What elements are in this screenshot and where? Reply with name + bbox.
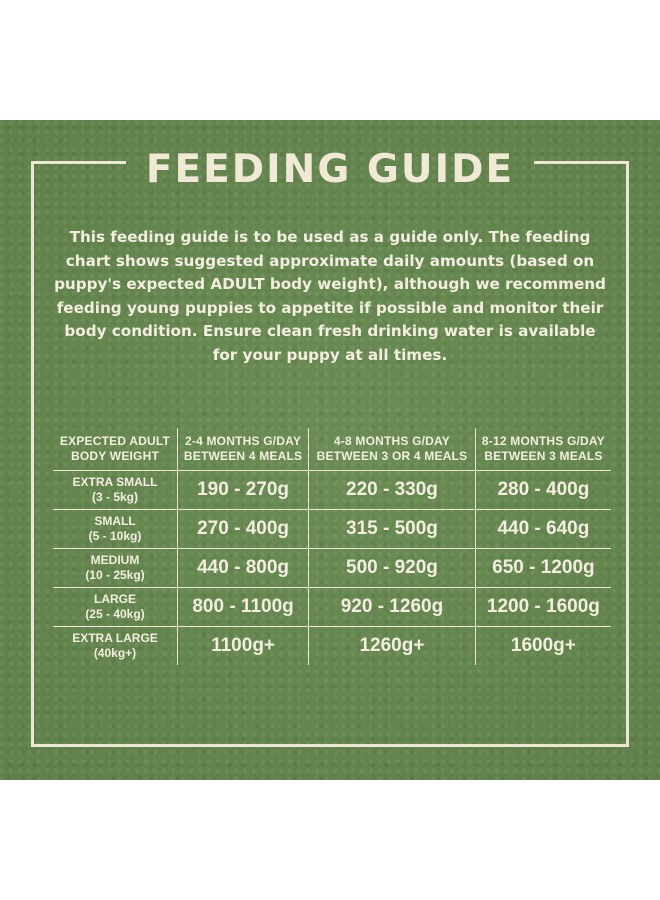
page-title: FEEDING GUIDE (145, 147, 515, 192)
header-2-4-months: 2-4 MONTHS G/DAY BETWEEN 4 MEALS (178, 428, 309, 471)
table-cell: 440 - 640g (475, 510, 611, 549)
row-label-extra-small: EXTRA SMALL (3 - 5kg) (53, 471, 178, 510)
table-header-row (53, 428, 611, 471)
header-4-8-months: 4-8 MONTHS G/DAY BETWEEN 3 OR 4 MEALS (309, 428, 476, 471)
frame-bottom (31, 744, 629, 747)
table-cell: 650 - 1200g (475, 549, 611, 588)
table-row (53, 471, 611, 510)
table-row (53, 627, 611, 666)
frame-right (626, 161, 629, 747)
row-label-large: LARGE (25 - 40kg) (53, 588, 178, 627)
table-cell: 270 - 400g (178, 510, 309, 549)
table-cell: 1200 - 1600g (475, 588, 611, 627)
table-cell: 1600g+ (475, 627, 611, 666)
intro-text: This feeding guide is to be used as a guide only. The feeding chart shows suggested approximate daily amounts (based on puppy's expected ADULT body weight), although we recommend feeding young puppies to appetite if possible and monitor their body condition. Ensure clean fresh drinking water is available for your puppy at all times. (54, 228, 606, 364)
table-row (53, 510, 611, 549)
feeding-guide-panel (0, 120, 660, 780)
header-body-weight: EXPECTED ADULT BODY WEIGHT (59, 434, 171, 463)
row-label-medium: MEDIUM (10 - 25kg) (53, 549, 178, 588)
table-cell: 280 - 400g (475, 471, 611, 510)
table-cell: 315 - 500g (309, 510, 476, 549)
table-cell: 500 - 920g (309, 549, 476, 588)
table-cell: 440 - 800g (178, 549, 309, 588)
table-row (53, 588, 611, 627)
table-cell: 1260g+ (309, 627, 476, 666)
header-8-12-months: 8-12 MONTHS G/DAY BETWEEN 3 MEALS (475, 428, 611, 471)
table-cell: 920 - 1260g (309, 588, 476, 627)
feeding-table (53, 428, 611, 665)
table-cell: 800 - 1100g (178, 588, 309, 627)
table-row (53, 549, 611, 588)
table-cell: 1100g+ (178, 627, 309, 666)
table-cell: 220 - 330g (309, 471, 476, 510)
table-cell: 190 - 270g (178, 471, 309, 510)
row-label-small: SMALL (5 - 10kg) (53, 510, 178, 549)
row-label-extra-large: EXTRA LARGE (40kg+) (53, 627, 178, 666)
frame-left (31, 161, 34, 747)
